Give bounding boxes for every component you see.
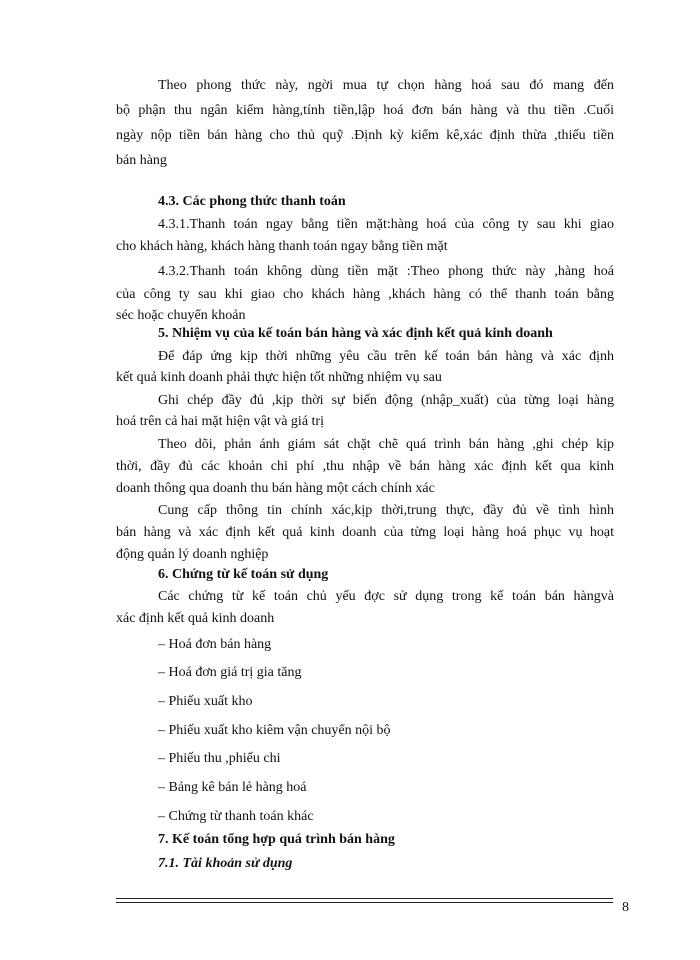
footer-rule (116, 902, 613, 903)
page-number: 8 (622, 900, 629, 915)
paragraph-line: của công ty sau khi giao cho khách hàng ,khách hàng có thể thanh toán bằng (116, 287, 614, 302)
paragraph-line: Theo phong thức này, ngời mua tự chọn hàng hoá sau đó mang đến (158, 78, 614, 93)
list-item: – Chứng từ thanh toán khác (158, 809, 314, 824)
heading-5: 5. Nhiệm vụ của kế toán bán hàng và xác định kết quả kinh doanh (158, 326, 553, 341)
paragraph-line: bán hàng và xác định kết quả kinh doanh của từng loại hàng hoá phục vụ hoạt (116, 525, 614, 540)
dash-marker: – (158, 637, 165, 652)
dash-marker: – (158, 780, 165, 795)
paragraph-line: thời, đầy đủ các khoản chi phí ,thu nhập về bán hàng xác định kết qua kinh (116, 459, 614, 474)
paragraph-line: cho khách hàng, khách hàng thanh toán ngay bằng tiền mặt (116, 239, 448, 254)
list-item: – Phiếu xuất kho kiêm vận chuyển nội bộ (158, 723, 391, 738)
heading-7: 7. Kế toán tổng hợp quá trình bán hàng (158, 832, 395, 847)
paragraph-line: xác định kết quả kinh doanh (116, 611, 275, 626)
paragraph-line: Để đáp ứng kịp thời những yêu cầu trên kế toán bán hàng và xác định (158, 349, 614, 364)
list-item: – Hoá đơn bán hàng (158, 637, 272, 652)
heading-7-1: 7.1. Tài khoản sử dụng (158, 856, 293, 871)
list-item: – Phiếu thu ,phiếu chi (158, 751, 281, 766)
heading-4-3: 4.3. Các phong thức thanh toán (158, 194, 346, 209)
paragraph-line: Các chứng từ kế toán chủ yếu đợc sử dụng trong kế toán bán hàngvà (158, 589, 614, 604)
paragraph-line: Ghi chép đầy đủ ,kịp thời sự biến động (nhập_xuất) của từng loại hàng (158, 393, 614, 408)
paragraph-line: kết quả kinh doanh phải thực hiện tốt những nhiệm vụ sau (116, 370, 442, 385)
dash-marker: – (158, 665, 165, 680)
paragraph-line: Cung cấp thông tin chính xác,kịp thời,trung thực, đầy đủ về tình hình (158, 503, 614, 518)
paragraph-line: động quản lý doanh nghiệp (116, 547, 269, 562)
paragraph-line: 4.3.1.Thanh toán ngay bằng tiền mặt:hàng hoá của công ty sau khi giao (158, 217, 614, 232)
paragraph-line: hoá trên cả hai mặt hiện vật và giá trị (116, 414, 324, 429)
list-item: – Bảng kê bán lẻ hàng hoá (158, 780, 307, 795)
paragraph-line: Theo dõi, phản ánh giám sát chặt chẽ quá trình bán hàng ,ghi chép kịp (158, 437, 614, 452)
dash-marker: – (158, 694, 165, 709)
footer-rule (116, 898, 613, 899)
paragraph-line: bán hàng (116, 153, 167, 168)
paragraph-line: 4.3.2.Thanh toán không dùng tiền mặt :Theo phong thức này ,hàng hoá (158, 264, 614, 279)
dash-marker: – (158, 751, 165, 766)
dash-marker: – (158, 809, 165, 824)
paragraph-line: bộ phận thu ngân kiểm hàng,tính tiền,lập hoá đơn bán hàng và thu tiền .Cuối (116, 103, 614, 118)
list-item: – Hoá đơn giá trị gia tăng (158, 665, 302, 680)
heading-6: 6. Chứng từ kế toán sử dụng (158, 567, 329, 582)
paragraph-line: doanh thông qua doanh thu bán hàng một cách chính xác (116, 481, 435, 496)
paragraph-line: ngày nộp tiền bán hàng cho thủ quỹ .Định kỳ kiểm kê,xác định thừa ,thiếu tiền (116, 128, 614, 143)
paragraph-line: séc hoặc chuyển khoản (116, 308, 246, 323)
dash-marker: – (158, 723, 165, 738)
list-item: – Phiếu xuất kho (158, 694, 253, 709)
